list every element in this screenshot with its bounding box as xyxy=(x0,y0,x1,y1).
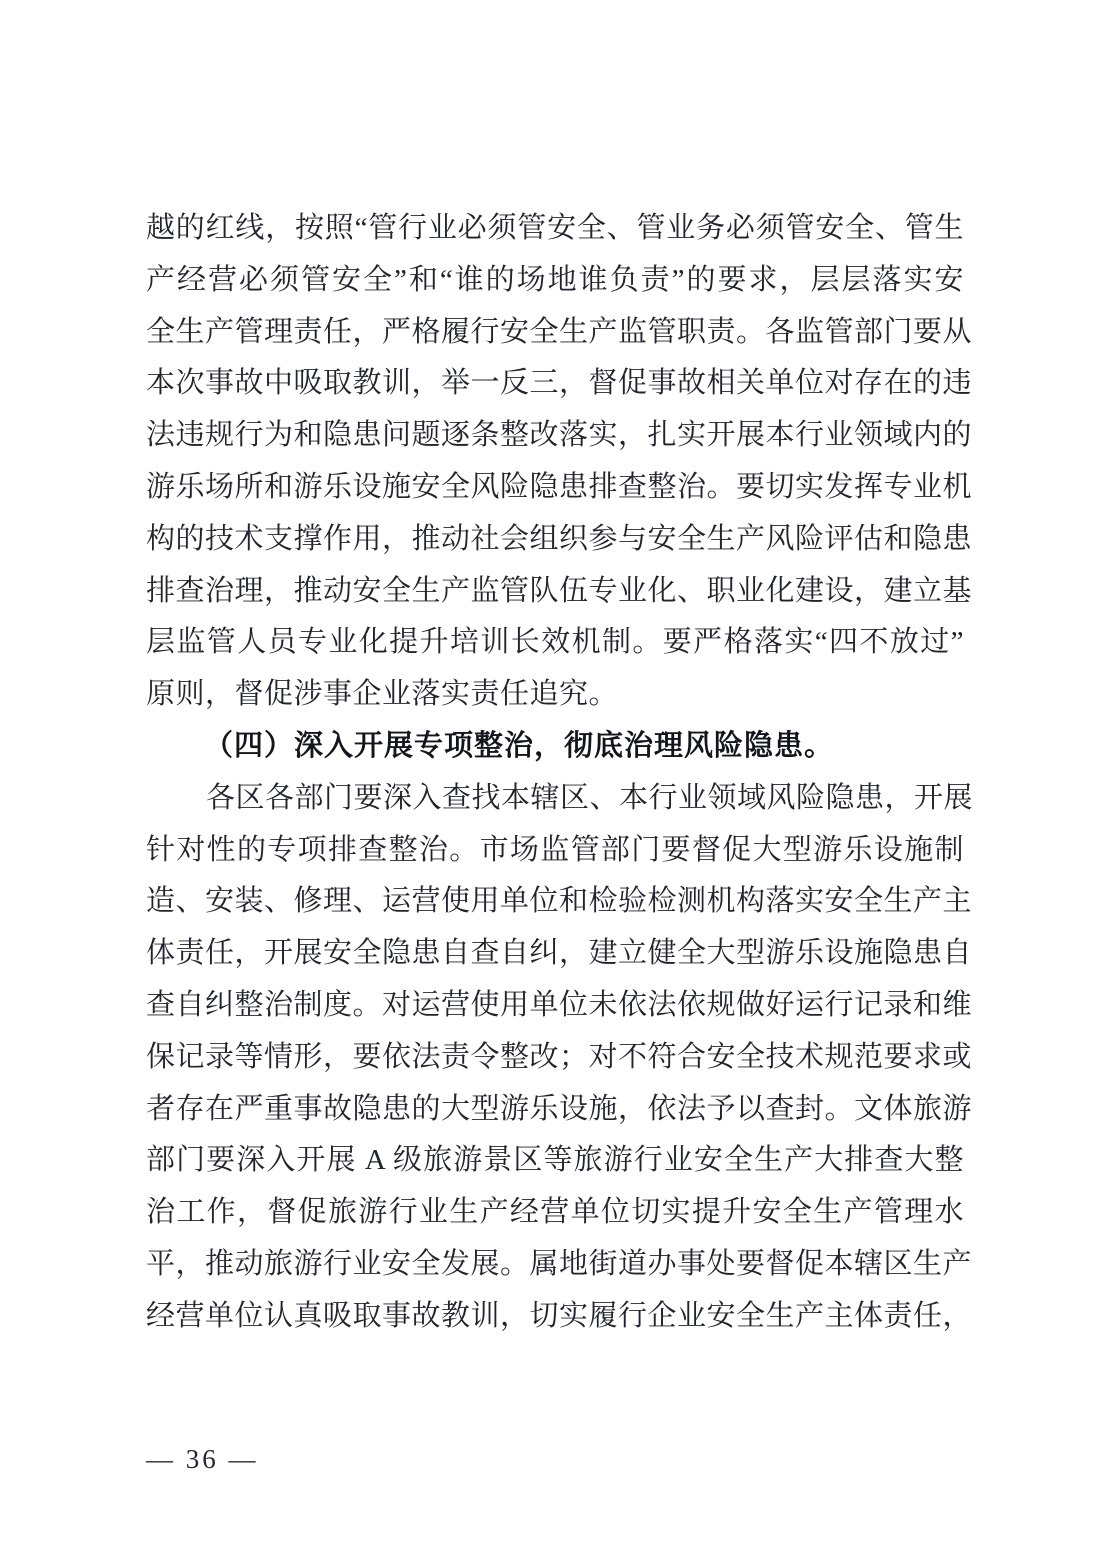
text-line: 经营单位认真吸取事故教训，切实履行企业安全生产主体责任， xyxy=(146,1299,973,1332)
text-line: 层监管人员专业化提升培训长效机制。要严格落实“四不放过” xyxy=(146,626,964,659)
paragraph-section-4 xyxy=(146,773,974,1343)
text-line: 体责任，开展安全隐患自查自纠，建立健全大型游乐设施隐患自 xyxy=(146,937,973,970)
text-line: 造、安装、修理、运营使用单位和检验检测机构落实安全生产主 xyxy=(146,885,973,918)
text-line: 越的红线，按照“管行业必须管安全、管业务必须管安全、管生 xyxy=(146,212,964,244)
text-line: 治工作，督促旅游行业生产经营单位切实提升安全生产管理水 xyxy=(146,1196,964,1229)
text-line: 产经营必须管安全”和“谁的场地谁负责”的要求，层层落实安 xyxy=(146,263,964,296)
text-line: 原则，督促涉事企业落实责任追究。 xyxy=(146,678,619,711)
text-line: 者存在严重事故隐患的大型游乐设施，依法予以查封。文体旅游 xyxy=(146,1092,973,1125)
text-line: 各区各部门要深入查找本辖区、本行业领域风险隐患，开展 xyxy=(206,781,974,814)
text-line: 本次事故中吸取教训，举一反三，督促事故相关单位对存在的违 xyxy=(146,367,973,400)
text-line: 全生产管理责任，严格履行安全生产监管职责。各监管部门要从 xyxy=(146,315,973,348)
page-number: — 36 — xyxy=(146,1444,259,1474)
section-heading: （四）深入开展专项整治，彻底治理风险隐患。 xyxy=(204,729,835,762)
text-line: 部门要深入开展 A 级旅游景区等旅游行业安全生产大排查大整 xyxy=(146,1144,964,1177)
text-line: 构的技术支撑作用，推动社会组织参与安全生产风险评估和隐患 xyxy=(146,522,973,555)
text-line: 查自纠整治制度。对运营使用单位未依法依规做好运行记录和维 xyxy=(146,988,973,1021)
text-line: 保记录等情形，要依法责令整改；对不符合安全技术规范要求或 xyxy=(146,1040,973,1073)
text-line: 针对性的专项排查整治。市场监管部门要督促大型游乐设施制 xyxy=(146,833,964,866)
text-line: 法违规行为和隐患问题逐条整改落实，扎实开展本行业领域内的 xyxy=(146,419,973,452)
document-body xyxy=(146,203,974,1343)
paragraph-continued xyxy=(146,203,973,721)
text-line: 游乐场所和游乐设施安全风险隐患排查整治。要切实发挥专业机 xyxy=(146,470,973,503)
text-line: 平，推动旅游行业安全发展。属地街道办事处要督促本辖区生产 xyxy=(146,1247,973,1280)
text-line: 排查治理，推动安全生产监管队伍专业化、职业化建设，建立基 xyxy=(146,574,973,607)
